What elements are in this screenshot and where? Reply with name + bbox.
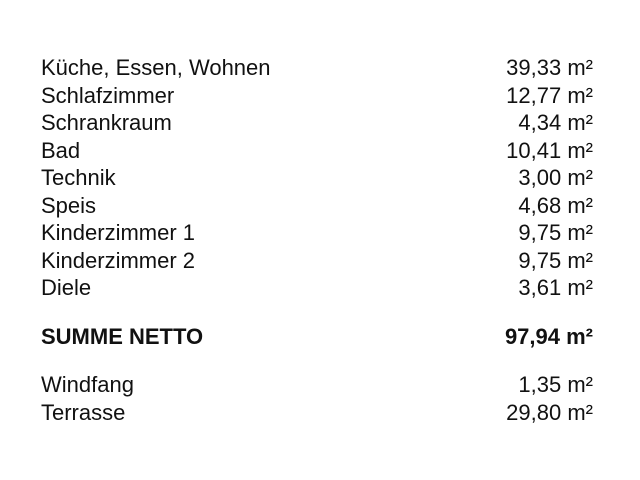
room-area: 9,75 m²: [518, 220, 593, 245]
total-row: [41, 323, 593, 351]
room-area: 10,41 m²: [506, 137, 593, 163]
room-area-table: [41, 54, 593, 426]
room-row-speis: [41, 192, 593, 220]
room-row-schlafzimmer: [41, 82, 593, 110]
room-area: 4,34 m²: [518, 110, 593, 135]
room-area: 3,61 m²: [518, 275, 593, 300]
room-row-schrankraum: [41, 109, 593, 137]
room-area: 9,75 m²: [518, 247, 593, 273]
extra-row-terrasse: [41, 399, 593, 427]
room-name: Technik: [41, 165, 116, 190]
section-spacer: [41, 302, 593, 323]
room-name: Schlafzimmer: [41, 82, 175, 108]
room-row-kueche-essen-wohnen: [41, 54, 593, 82]
room-area: 12,77 m²: [506, 82, 593, 108]
extra-area: 29,80 m²: [506, 399, 593, 425]
room-name: Küche, Essen, Wohnen: [41, 55, 271, 80]
room-name: Kinderzimmer 1: [41, 220, 196, 245]
room-name: Bad: [41, 137, 81, 163]
room-name: Kinderzimmer 2: [41, 247, 196, 273]
total-area: 97,94 m²: [504, 323, 593, 349]
room-row-technik: [41, 164, 593, 192]
section-spacer: [41, 350, 593, 371]
room-area: 4,68 m²: [518, 192, 593, 218]
room-row-kinderzimmer-2: [41, 247, 593, 275]
room-name: Schrankraum: [41, 110, 172, 135]
extra-name: Terrasse: [41, 399, 126, 425]
total-label: SUMME NETTO: [41, 323, 204, 349]
extra-name: Windfang: [41, 372, 134, 397]
room-row-diele: [41, 274, 593, 302]
room-name: Diele: [41, 275, 92, 300]
room-area: 3,00 m²: [518, 165, 593, 190]
room-area: 39,33 m²: [506, 55, 593, 80]
room-name: Speis: [41, 192, 97, 218]
extra-area: 1,35 m²: [518, 372, 593, 397]
room-row-kinderzimmer-1: [41, 219, 593, 247]
extra-row-windfang: [41, 371, 593, 399]
room-row-bad: [41, 137, 593, 165]
